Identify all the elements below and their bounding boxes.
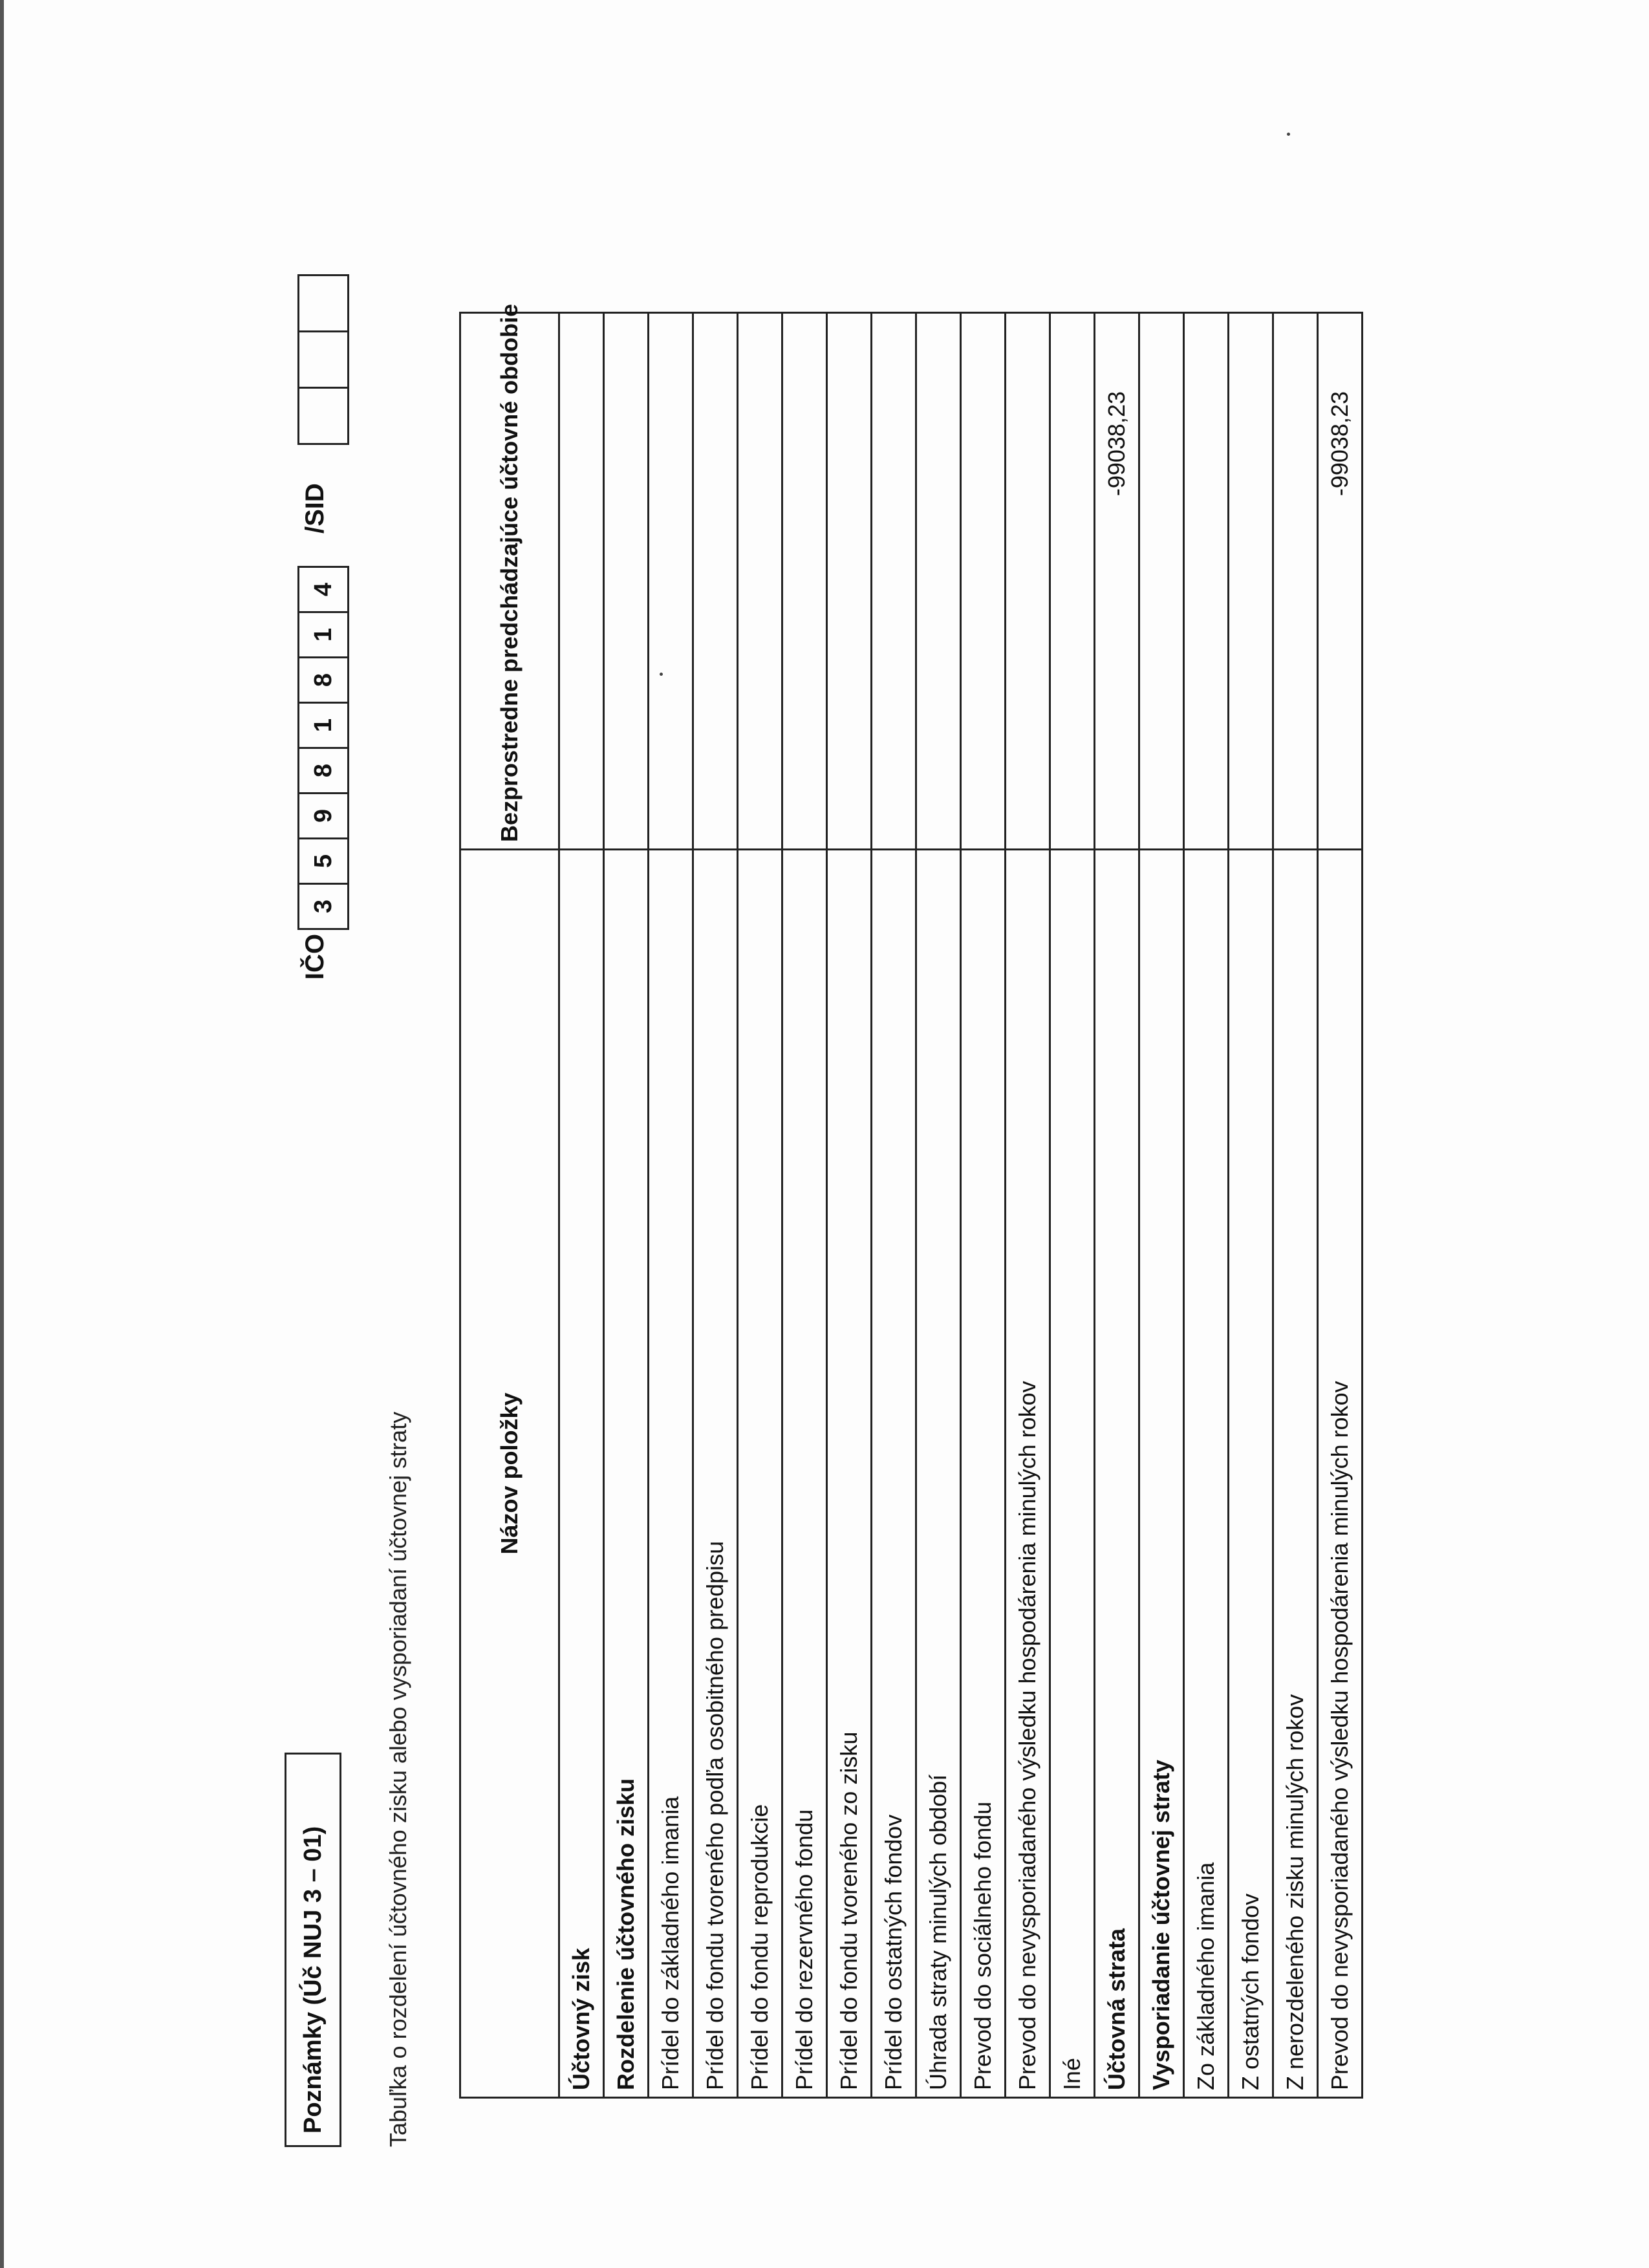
row-value [1139,313,1184,850]
row-value [961,313,1006,850]
row-label: Prídel do rezervného fondu [782,850,827,2098]
row-label: Iné [1050,850,1095,2098]
table-row [961,313,1006,2098]
row-label: Prevod do nevysporiadaného výsledku hospodárenia minulých rokov [1318,850,1363,2098]
sid-box [297,387,349,445]
table-row [738,313,782,2098]
row-label: Zo základného imania [1184,850,1229,2098]
row-label: Úhrada straty minulých období [916,850,961,2098]
row-value [916,313,961,850]
sid-box [297,330,349,389]
column-header-prior-period: Bezprostredne predchádzajúce účtovné obdobie [460,313,559,850]
row-label: Prevod do nevysporiadaného výsledku hospodárenia minulých rokov [1006,850,1050,2098]
row-label: Prídel do ostatných fondov [872,850,916,2098]
table-row [1273,313,1318,2098]
row-label: Účtovný zisk [559,850,604,2098]
table-row [559,313,604,2098]
sid-boxes [297,274,349,443]
ico-digit: 4 [297,566,349,613]
row-label: Z ostatných fondov [1229,850,1273,2098]
row-value: -99038,23 [1095,313,1139,850]
profit-loss-table-wrap [459,303,1363,2099]
row-value [1184,313,1229,850]
row-label: Z nerozdeleného zisku minulých rokov [1273,850,1318,2098]
ico-digit: 5 [297,837,349,885]
row-value [827,313,872,850]
table-row [782,313,827,2098]
table-row [604,313,649,2098]
row-value [559,313,604,850]
row-label: Prídel do základného imania [649,850,693,2098]
table-header-row [460,313,559,2098]
table-caption: Tabuľka o rozdelení účtovného zisku alebo vysporiadaní účtovnej straty [385,1411,411,2147]
table-row [827,313,872,2098]
ico-digit: 1 [297,611,349,658]
row-value [604,313,649,850]
column-header-item-name: Názov položky [460,850,559,2098]
table-row [693,313,738,2098]
row-label: Prídel do fondu reprodukcie [738,850,782,2098]
row-value [1229,313,1273,850]
row-value [649,313,693,850]
ico-digit: 1 [297,702,349,749]
row-label: Prídel do fondu tvoreného zo zisku [827,850,872,2098]
ico-label: IČO [301,933,329,980]
row-value [738,313,782,850]
table-row [1229,313,1273,2098]
sid-label: /SID [301,483,329,534]
table-row [1139,313,1184,2098]
table-row [916,313,961,2098]
table-row [1006,313,1050,2098]
row-label: Rozdelenie účtovného zisku [604,850,649,2098]
ico-digit: 3 [297,883,349,930]
notes-title: Poznámky (Úč NUJ 3 – 01) [299,1826,327,2133]
row-value [782,313,827,850]
row-value [1006,313,1050,850]
ico-digit: 8 [297,747,349,794]
table-row [649,313,693,2098]
row-label: Účtovná strata [1095,850,1139,2098]
table-row [1184,313,1229,2098]
notes-title-box [285,1753,341,2147]
table-row [1318,313,1363,2098]
sid-box [297,274,349,332]
row-value [872,313,916,850]
row-label: Prevod do sociálneho fondu [961,850,1006,2098]
table-row [1050,313,1095,2098]
profit-loss-table [459,303,1363,2099]
table-row [872,313,916,2098]
row-value [1273,313,1318,850]
row-value: -99038,23 [1318,313,1363,850]
row-label: Prídel do fondu tvoreného podľa osobitného predpisu [693,850,738,2098]
table-row [1095,313,1139,2098]
scan-speck [1287,133,1290,136]
scan-page-edge [0,0,4,2268]
rotated-form [272,155,1461,2147]
row-value [693,313,738,850]
row-label: Vysporiadanie účtovnej straty [1139,850,1184,2098]
ico-digit: 9 [297,792,349,839]
row-value [1050,313,1095,850]
ico-digit: 8 [297,656,349,704]
ico-digits [297,566,349,928]
